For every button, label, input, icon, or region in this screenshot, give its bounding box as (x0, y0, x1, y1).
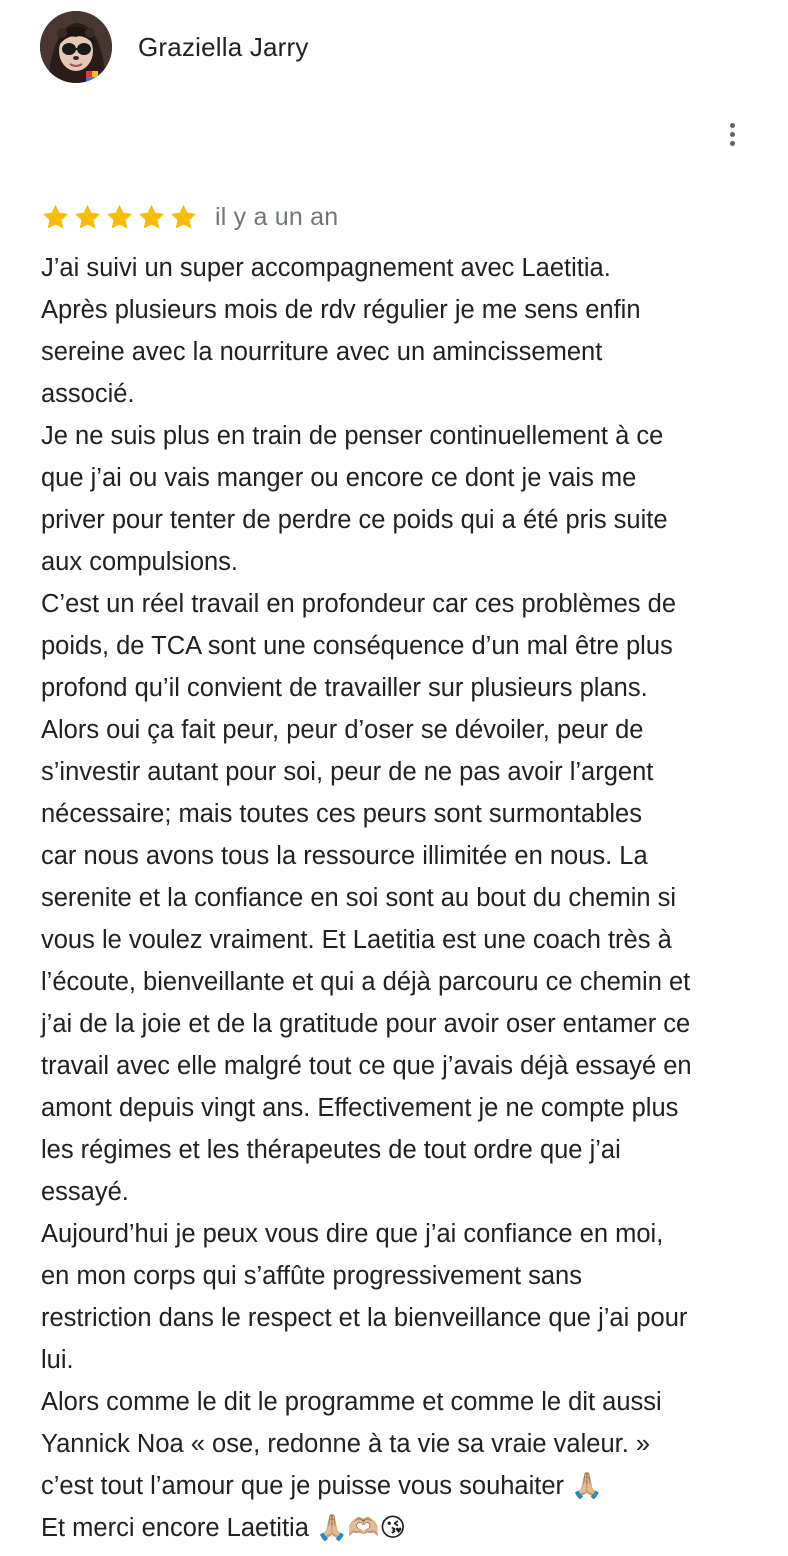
review-text-line: J’ai suivi un super accompagnement avec Laetitia. (41, 254, 611, 282)
review-text-line: restriction dans le respect et la bienveillance que j’ai pour (41, 1304, 688, 1332)
review-text-line: j’ai de la joie et de la gratitude pour avoir oser entamer ce (41, 1010, 691, 1038)
review-text-line: C’est un réel travail en profondeur car ces problèmes de (41, 590, 676, 618)
review-text-line: l’écoute, bienveillante et qui a déjà parcouru ce chemin et (41, 968, 691, 996)
review-text-line: vous le voulez vraiment. Et Laetitia est une coach très à (41, 926, 672, 954)
more-options-button[interactable] (714, 114, 750, 154)
review-text-line: Et merci encore Laetitia 🙏🏼🫶🏼😘 (41, 1514, 407, 1542)
review-text-line: essayé. (41, 1178, 129, 1206)
review-text-line: nécessaire; mais toutes ces peurs sont surmontables (41, 800, 642, 828)
star-icon (72, 202, 103, 233)
review-text-line: Aujourd’hui je peux vous dire que j’ai confiance en moi, (41, 1220, 664, 1248)
review-text-line: lui. (41, 1346, 74, 1374)
more-vert-icon (730, 123, 735, 128)
author-name[interactable]: Graziella Jarry (138, 31, 309, 62)
review-text-line: Alors oui ça fait peur, peur d’oser se dévoiler, peur de (41, 716, 644, 744)
author-avatar[interactable] (40, 11, 112, 83)
review-text-line: Après plusieurs mois de rdv régulier je me sens enfin (41, 296, 641, 324)
profile-photo-icon (40, 11, 112, 83)
review-text-line: associé. (41, 380, 135, 408)
review-text-line: travail avec elle malgré tout ce que j’avais déjà essayé en (41, 1052, 692, 1080)
review-text-line: serenite et la confiance en soi sont au bout du chemin si (41, 884, 677, 912)
review-date: il y a un an (215, 202, 339, 231)
review-text-line: priver pour tenter de perdre ce poids qui a été pris suite (41, 506, 668, 534)
review-text-line: amont depuis vingt ans. Effectivement je ne compte plus (41, 1094, 679, 1122)
review-text-line: Yannick Noa « ose, redonne à ta vie sa vraie valeur. » (41, 1430, 651, 1458)
star-icon (168, 202, 199, 233)
star-icon (136, 202, 167, 233)
review-text-line: profond qu’il convient de travailler sur plusieurs plans. (41, 674, 648, 702)
review-text-line: les régimes et les thérapeutes de tout ordre que j’ai (41, 1136, 621, 1164)
review-text-line: sereine avec la nourriture avec un amincissement (41, 338, 603, 366)
rating-row (40, 197, 338, 237)
review-text-line: poids, de TCA sont une conséquence d’un mal être plus (41, 632, 673, 660)
review-text (41, 247, 761, 1549)
review-text-line: aux compulsions. (41, 548, 239, 576)
review-text-line: c’est tout l’amour que je puisse vous souhaiter 🙏🏼 (41, 1472, 603, 1500)
review-text-line: que j’ai ou vais manger ou encore ce dont je vais me (41, 464, 637, 492)
star-icon (40, 202, 71, 233)
more-vert-icon (730, 141, 735, 146)
review-text-line: Alors comme le dit le programme et comme le dit aussi (41, 1388, 662, 1416)
star-icon (104, 202, 135, 233)
more-vert-icon (730, 132, 735, 137)
review-text-line: en mon corps qui s’affûte progressivement sans (41, 1262, 582, 1290)
review-text-line: s’investir autant pour soi, peur de ne pas avoir l’argent (41, 758, 654, 786)
star-rating (40, 202, 199, 233)
review-header (40, 10, 309, 84)
review-text-line: car nous avons tous la ressource illimitée en nous. La (41, 842, 648, 870)
review-text-line: Je ne suis plus en train de penser continuellement à ce (41, 422, 664, 450)
